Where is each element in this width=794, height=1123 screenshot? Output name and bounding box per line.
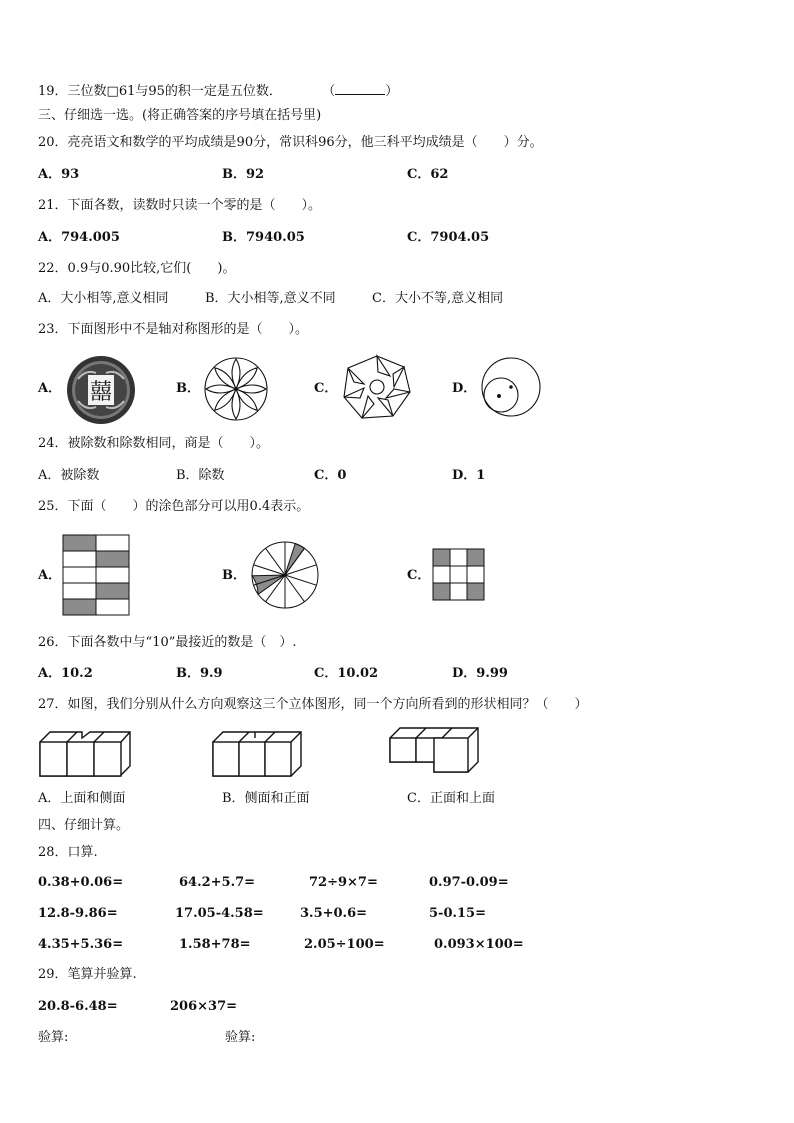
q27-option-a[interactable]: A．上面和侧面 — [38, 791, 126, 806]
calc-item: 12.8-9.86= — [38, 906, 118, 921]
calc-item: 5-0.15= — [429, 906, 486, 921]
q21-option-a[interactable]: A．794.005 — [38, 230, 120, 245]
paren-open: （ — [322, 84, 336, 99]
shaded-grid-icon — [62, 534, 130, 620]
calc-item: 17.05-4.58= — [175, 906, 264, 921]
q27-option-b[interactable]: B．侧面和正面 — [222, 791, 310, 806]
calc-item: 72÷9×7= — [309, 875, 378, 890]
question-20: 20．亮亮语文和数学的平均成绩是90分，常识科96分，他三科平均成绩是（ ）分。 — [38, 135, 543, 150]
question-28: 28．口算. — [38, 845, 98, 860]
answer-blank[interactable] — [335, 83, 385, 95]
q23-label-c[interactable]: C． — [314, 381, 338, 396]
paren-close: ） — [385, 84, 399, 99]
cube-stack-3-icon — [388, 726, 480, 780]
q25-label-c[interactable]: C． — [407, 568, 431, 583]
calc-item: 3.5+0.6= — [300, 906, 368, 921]
calc-item: 206×37= — [170, 999, 238, 1014]
check-label: 验算: — [38, 1030, 69, 1045]
q26-option-a[interactable]: A．10.2 — [38, 666, 93, 681]
question-19 — [38, 83, 398, 100]
q20-option-b[interactable]: B．92 — [222, 167, 265, 182]
cube-stack-1-icon — [38, 728, 132, 782]
double-happiness-medallion-icon — [66, 355, 136, 429]
q20-option-c[interactable]: C．62 — [407, 167, 449, 182]
hexagon-pinwheel-icon — [338, 352, 416, 426]
calc-item: 64.2+5.7= — [179, 875, 256, 890]
section-3-heading: 三、仔细选一选。(将正确答案的序号填在括号里) — [38, 108, 322, 123]
question-26: 26．下面各数中与“10”最接近的数是（ ）. — [38, 635, 297, 650]
calc-item: 20.8-6.48= — [38, 999, 118, 1014]
calc-item: 2.05÷100= — [304, 937, 385, 952]
svg-text:囍: 囍 — [89, 380, 113, 405]
q24-option-c[interactable]: C．0 — [314, 468, 347, 483]
q22-option-c[interactable]: C．大小不等,意义相同 — [372, 291, 504, 306]
q22-option-b[interactable]: B．大小相等,意义不同 — [205, 291, 336, 306]
question-19-text: 19．三位数□61与95的积一定是五位数． — [38, 84, 282, 99]
q27-option-c[interactable]: C．正面和上面 — [407, 791, 495, 806]
q24-option-b[interactable]: B．除数 — [176, 468, 225, 483]
question-22: 22．0.9与0.90比较,它们( )。 — [38, 261, 236, 276]
question-27: 27．如图，我们分别从什么方向观察这三个立体图形，同一个方向所看到的形状相同？（ ） — [38, 697, 588, 712]
calc-item: 4.35+5.36= — [38, 937, 124, 952]
question-21: 21．下面各数，读数时只读一个零的是（ ）。 — [38, 198, 322, 213]
q23-label-a[interactable]: A． — [38, 381, 62, 396]
q26-option-b[interactable]: B．9.9 — [176, 666, 223, 681]
q25-label-b[interactable]: B． — [222, 568, 246, 583]
shaded-pie-icon — [250, 540, 320, 614]
calc-item: 0.38+0.06= — [38, 875, 124, 890]
q23-label-b[interactable]: B． — [176, 381, 200, 396]
question-29: 29．笔算并验算. — [38, 967, 137, 982]
q22-option-a[interactable]: A．大小相等,意义相同 — [38, 291, 169, 306]
q24-option-a[interactable]: A．被除数 — [38, 468, 100, 483]
q23-label-d[interactable]: D． — [452, 381, 477, 396]
shaded-3x3-grid-icon — [432, 548, 485, 605]
q20-option-a[interactable]: A．93 — [38, 167, 80, 182]
question-23: 23．下面图形中不是轴对称图形的是（ ）。 — [38, 322, 309, 337]
calc-item: 0.97-0.09= — [429, 875, 509, 890]
check-label: 验算: — [225, 1030, 256, 1045]
q24-option-d[interactable]: D．1 — [452, 468, 486, 483]
q26-option-c[interactable]: C．10.02 — [314, 666, 379, 681]
section-4-heading: 四、仔细计算。 — [38, 818, 130, 833]
circle-with-inner-circle-icon — [480, 356, 542, 422]
q21-option-c[interactable]: C．7904.05 — [407, 230, 490, 245]
calc-item: 1.58+78= — [179, 937, 251, 952]
q25-label-a[interactable]: A． — [38, 568, 62, 583]
question-24: 24．被除数和除数相同，商是（ ）。 — [38, 436, 270, 451]
q21-option-b[interactable]: B．7940.05 — [222, 230, 305, 245]
flower-circle-icon — [203, 356, 269, 426]
calc-item: 0.093×100= — [434, 937, 524, 952]
q26-option-d[interactable]: D．9.99 — [452, 666, 508, 681]
question-25: 25．下面（ ）的涂色部分可以用0.4表示。 — [38, 499, 310, 514]
cube-stack-2-icon — [211, 728, 303, 782]
